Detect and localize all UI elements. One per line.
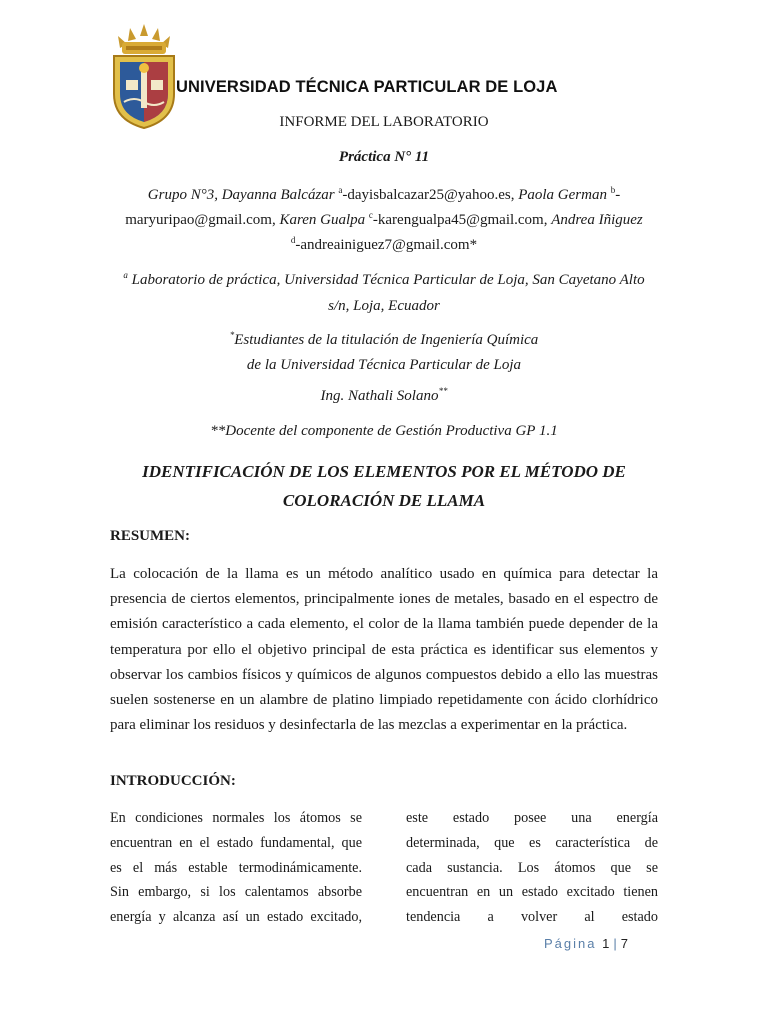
affiliation: [100, 267, 668, 319]
instructor-name: [100, 388, 668, 405]
author-group: Grupo N°3, Dayanna Balcázar: [147, 187, 339, 203]
column-line: este estado posee una energía: [406, 810, 658, 826]
intro-column-right: [406, 806, 658, 930]
author-name: Andrea Iñiguez: [551, 212, 643, 228]
page-total: 7: [620, 936, 628, 951]
resumen-heading: RESUMEN:: [110, 528, 191, 544]
practice-number: Práctica N° 11: [338, 149, 430, 165]
students-mark: *: [229, 330, 235, 340]
column-line: En condiciones normales los átomos se: [110, 810, 362, 826]
instructor-role: **Docente del componente de Gestión Productiva GP 1.1: [210, 423, 558, 439]
column-line: encuentran en el estado fundamental, que: [110, 834, 362, 851]
instructor-mark: **: [438, 386, 448, 396]
column-line: encuentran en un estado excitado tienen: [406, 884, 658, 901]
students-line: de la Universidad Técnica Particular de Loja: [246, 357, 522, 373]
author-mark: c: [368, 210, 373, 220]
author-email: -maryuripao@gmail.com: [125, 187, 621, 228]
author-mark: d: [290, 235, 296, 245]
authors-block: Grupo N°3, Dayanna Balcázar $^a$-dayisbalcazar25@yahoo.es, Paola German $^b$-maryuripao@gmail.com, Karen Gualpa $^c$-karengualpa45@gmail.com, Andrea Iñiguez $^d$-andreainiguez7@gmail.com*: [125, 185, 643, 253]
column-line: Sin embargo, si los calentamos absorbe: [110, 884, 362, 901]
page-footer: [544, 936, 628, 951]
author-name: Karen Gualpa: [279, 212, 369, 228]
affiliation-line: Laboratorio de práctica, Universidad Técnica Particular de Loja, San Cayetano Alto: [127, 272, 645, 288]
page-separator: |: [613, 936, 617, 951]
title-line: IDENTIFICACIÓN DE LOS ELEMENTOS POR EL MÉTODO DE: [142, 462, 626, 481]
author-name: Paola German: [518, 187, 611, 203]
students-note: [100, 328, 668, 378]
intro-column-left: [110, 806, 362, 930]
resumen-paragraph: La colocación de la llama es un método analítico usado en química para detectar la presencia de ciertos elementos, principalmente iones de metales, basado en el espectro de emisión característico a cada elemento, el color de la llama también puede depender de la temperatura por ello el objetivo principal de esta práctica es identificar sus elementos y observar los cambios físicos y químicos de algunos compuestos debido a ello las muestras suelen sostenerse en un alambre de platino limpiado repetidamente con ácido clorhídrico para eliminar los residuos y desinfectarla de las mezclas a experimentar en la práctica.: [110, 566, 658, 734]
author-email: -karengualpa45@gmail.com: [372, 212, 544, 228]
university-title: UNIVERSIDAD TÉCNICA PARTICULAR DE LOJA: [176, 78, 558, 96]
column-line: cada sustancia. Los átomos que se: [406, 859, 658, 876]
column-line: determinada, que es característica de: [406, 834, 658, 851]
page-number: 1: [602, 936, 610, 951]
introduccion-heading: INTRODUCCIÓN:: [110, 773, 236, 789]
author-email: -dayisbalcazar25@yahoo.es: [342, 187, 511, 203]
document-title: [90, 457, 678, 515]
title-line: COLORACIÓN DE LLAMA: [282, 491, 486, 510]
instructor-name-text: Ing. Nathali Solano: [320, 388, 439, 404]
author-mark: a: [338, 185, 343, 195]
affiliation-line: s/n, Loja, Ecuador: [328, 298, 440, 314]
author-email: -andreainiguez7@gmail.com*: [295, 237, 478, 253]
page-label: Página: [544, 936, 597, 951]
report-title: INFORME DEL LABORATORIO: [279, 114, 489, 130]
column-line: es el más estable termodinámicamente.: [110, 859, 362, 876]
column-line: energía y alcanza así un estado excitado,: [110, 909, 362, 926]
students-line: Estudiantes de la titulación de Ingeniería Química: [234, 332, 539, 348]
affiliation-mark: a: [123, 270, 128, 280]
column-line: tendencia a volver al estado: [406, 909, 658, 926]
author-mark: b: [610, 185, 616, 195]
